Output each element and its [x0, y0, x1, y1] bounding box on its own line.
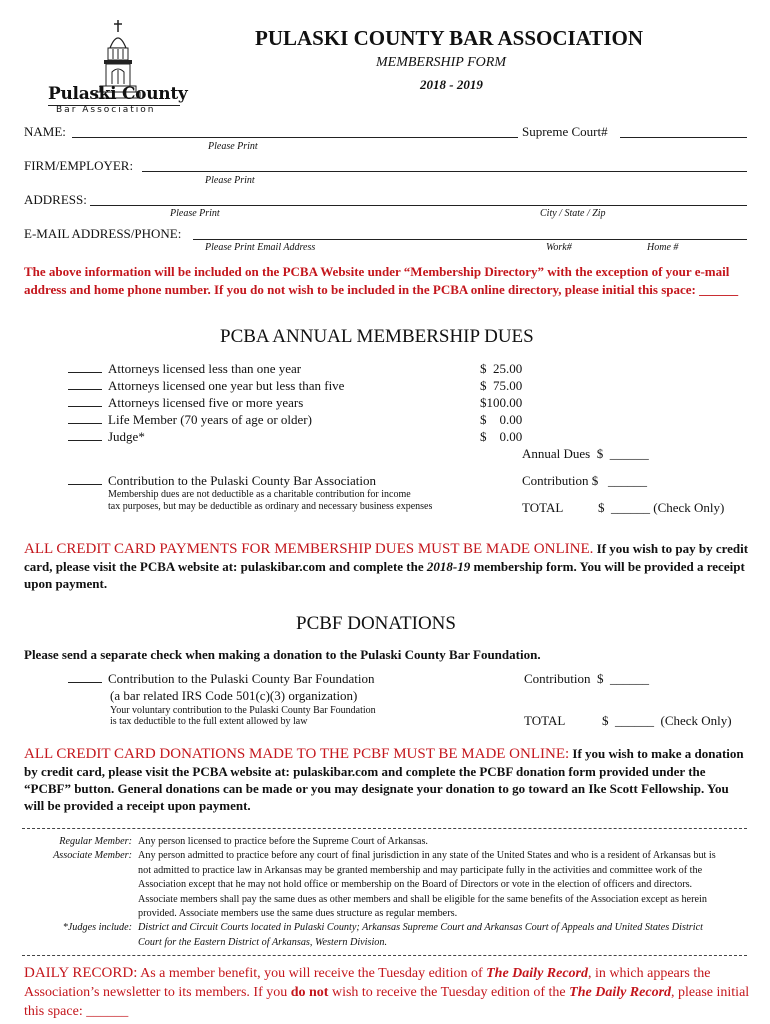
- page-title: PULASKI COUNTY BAR ASSOCIATION: [255, 26, 643, 50]
- home-phone-hint: Home #: [647, 242, 679, 253]
- name-hint: Please Print: [208, 141, 258, 152]
- membership-definitions: [22, 835, 722, 950]
- definition-text: District and Circuit Courts located in Pulaski County; Arkansas Supreme Court and Arkansas Court of Appeals and United States District Court for the Eastern District of Arkansas, Western Division.: [138, 922, 703, 948]
- logo-name: Pulaski County: [48, 84, 188, 104]
- pcba-contribution-field[interactable]: Contribution $ ______: [522, 473, 647, 488]
- firm-field[interactable]: [142, 171, 747, 172]
- logo: [48, 18, 188, 118]
- definition-term: Associate Member:: [53, 850, 132, 862]
- address-label: ADDRESS:: [24, 192, 87, 207]
- firm-hint: Please Print: [205, 175, 255, 186]
- email-hint: Please Print Email Address: [205, 242, 316, 253]
- name-field[interactable]: [72, 137, 518, 138]
- work-phone-hint: Work#: [546, 242, 572, 253]
- dues-heading: PCBA ANNUAL MEMBERSHIP DUES: [220, 326, 534, 347]
- dues-amount: $ 0.00: [480, 412, 523, 427]
- dues-amount: $100.00: [480, 395, 523, 410]
- definition-row: [22, 921, 722, 950]
- definition-term: *Judges include:: [62, 922, 132, 934]
- donation-instruction: Please send a separate check when making a donation to the Pulaski County Bar Foundation.: [24, 647, 541, 662]
- dues-check-blank[interactable]: [68, 422, 102, 424]
- pcbf-total-field[interactable]: $ ______ (Check Only): [602, 713, 732, 728]
- dues-item: Attorneys licensed five or more years: [68, 395, 303, 411]
- dues-tax-note-2: tax purposes, but may be deductible as ordinary and necessary business expenses: [108, 501, 433, 512]
- definition-row: [22, 849, 722, 921]
- directory-notice: The above information will be included on the PCBA Website under “Membership Directory” with the exception of your e-mail address and home phone number. If you do not wish to be included in the PCBA online directory, please initial this space: ______: [24, 264, 739, 297]
- supreme-court-field[interactable]: [620, 137, 747, 138]
- pcbf-org-note: (a bar related IRS Code 501(c)(3) organization): [110, 688, 358, 703]
- dues-total-field[interactable]: $ ______ (Check Only): [598, 500, 725, 515]
- pcbf-contribution-field[interactable]: Contribution $ ______: [524, 671, 649, 686]
- pcbf-tax-note-1: Your voluntary contribution to the Pulaski County Bar Foundation: [110, 705, 376, 716]
- address-field[interactable]: [90, 205, 747, 206]
- firm-label: FIRM/EMPLOYER:: [24, 158, 134, 173]
- dues-item: Attorneys licensed one year but less than five: [68, 378, 344, 394]
- form-subtitle: MEMBERSHIP FORM: [376, 55, 506, 70]
- definition-term: Regular Member:: [59, 836, 132, 847]
- donation-notice: ALL CREDIT CARD DONATIONS MADE TO THE PCBF MUST BE MADE ONLINE: If you wish to make a donation by credit card, please visit the PCBA website at: pulaskibar.com and complete the PCBF donation form provided under the “PCBF” button. General donations can be made or you may designate your donation to go toward an Ike Scott Fellowship. You will be provided a receipt upon payment.: [24, 746, 744, 813]
- divider: [22, 955, 747, 956]
- dues-amount: $ 75.00: [480, 378, 523, 393]
- daily-record-notice: DAILY RECORD: As a member benefit, you will receive the Tuesday edition of The Daily Record, in which appears the Association’s newsletter to its members. If you do not wish to receive the Tuesday edition of the The Daily Record, please initial this space: ______: [24, 965, 750, 1019]
- dues-tax-note-1: Membership dues are not deductible as a charitable contribution for income: [108, 489, 411, 500]
- definition-text: Any person admitted to practice before any court of final jurisdiction in any state of the United States and who is a resident of Arkansas but is not admitted to practice law in Arkansas may be granted membership and may participate fully in the activities and committee work of the Association except that he may not hold office or membership on the Board of Directors or vote in the election of officers and directors. Associate members shall pay the same dues as other members and shall be eligible for the same benefits of the Association except as herein provided. Associate members use the same dues structure as regular members.: [138, 850, 716, 920]
- address-hint: Please Print: [170, 208, 220, 219]
- name-label: NAME:: [24, 124, 66, 139]
- email-label: E-MAIL ADDRESS/PHONE:: [24, 226, 182, 241]
- dues-check-blank[interactable]: [68, 439, 102, 441]
- pcbf-total-label: TOTAL: [524, 713, 566, 728]
- definition-text: Any person licensed to practice before the Supreme Court of Arkansas.: [138, 836, 428, 847]
- dues-item: Attorneys licensed less than one year: [68, 361, 301, 377]
- donations-heading: PCBF DONATIONS: [296, 613, 456, 634]
- dues-item: Life Member (70 years of age or older): [68, 412, 312, 428]
- annual-dues-field[interactable]: Annual Dues $ ______: [522, 446, 649, 461]
- dues-amount: $ 25.00: [480, 361, 523, 376]
- dues-check-blank[interactable]: [68, 388, 102, 390]
- divider: [22, 828, 747, 829]
- dues-check-blank[interactable]: [68, 405, 102, 407]
- dues-item: Judge*: [68, 429, 145, 445]
- pcba-contribution-blank[interactable]: [68, 483, 102, 485]
- dues-check-blank[interactable]: [68, 371, 102, 373]
- pcbf-contribution-item: Contribution to the Pulaski County Bar Foundation: [68, 671, 375, 687]
- definition-row: [22, 835, 722, 849]
- pcbf-tax-note-2: is tax deductible to the full extent allowed by law: [110, 716, 308, 727]
- supreme-court-label: Supreme Court#: [522, 124, 608, 139]
- pcba-contribution-item: Contribution to the Pulaski County Bar Association: [68, 473, 376, 489]
- logo-subtitle: Bar Association: [56, 105, 156, 115]
- dues-total-label: TOTAL: [522, 500, 564, 515]
- city-state-zip-hint: City / State / Zip: [540, 208, 606, 219]
- pcbf-contribution-blank[interactable]: [68, 681, 102, 683]
- email-phone-field[interactable]: [193, 239, 747, 240]
- credit-card-notice: ALL CREDIT CARD PAYMENTS FOR MEMBERSHIP DUES MUST BE MADE ONLINE. If you wish to pay by credit card, please visit the PCBA website at: pulaskibar.com and complete the 2018-19 membership form. You will be provided a receipt upon payment.: [24, 541, 749, 591]
- dues-amount: $ 0.00: [480, 429, 523, 444]
- form-years: 2018 - 2019: [420, 77, 483, 92]
